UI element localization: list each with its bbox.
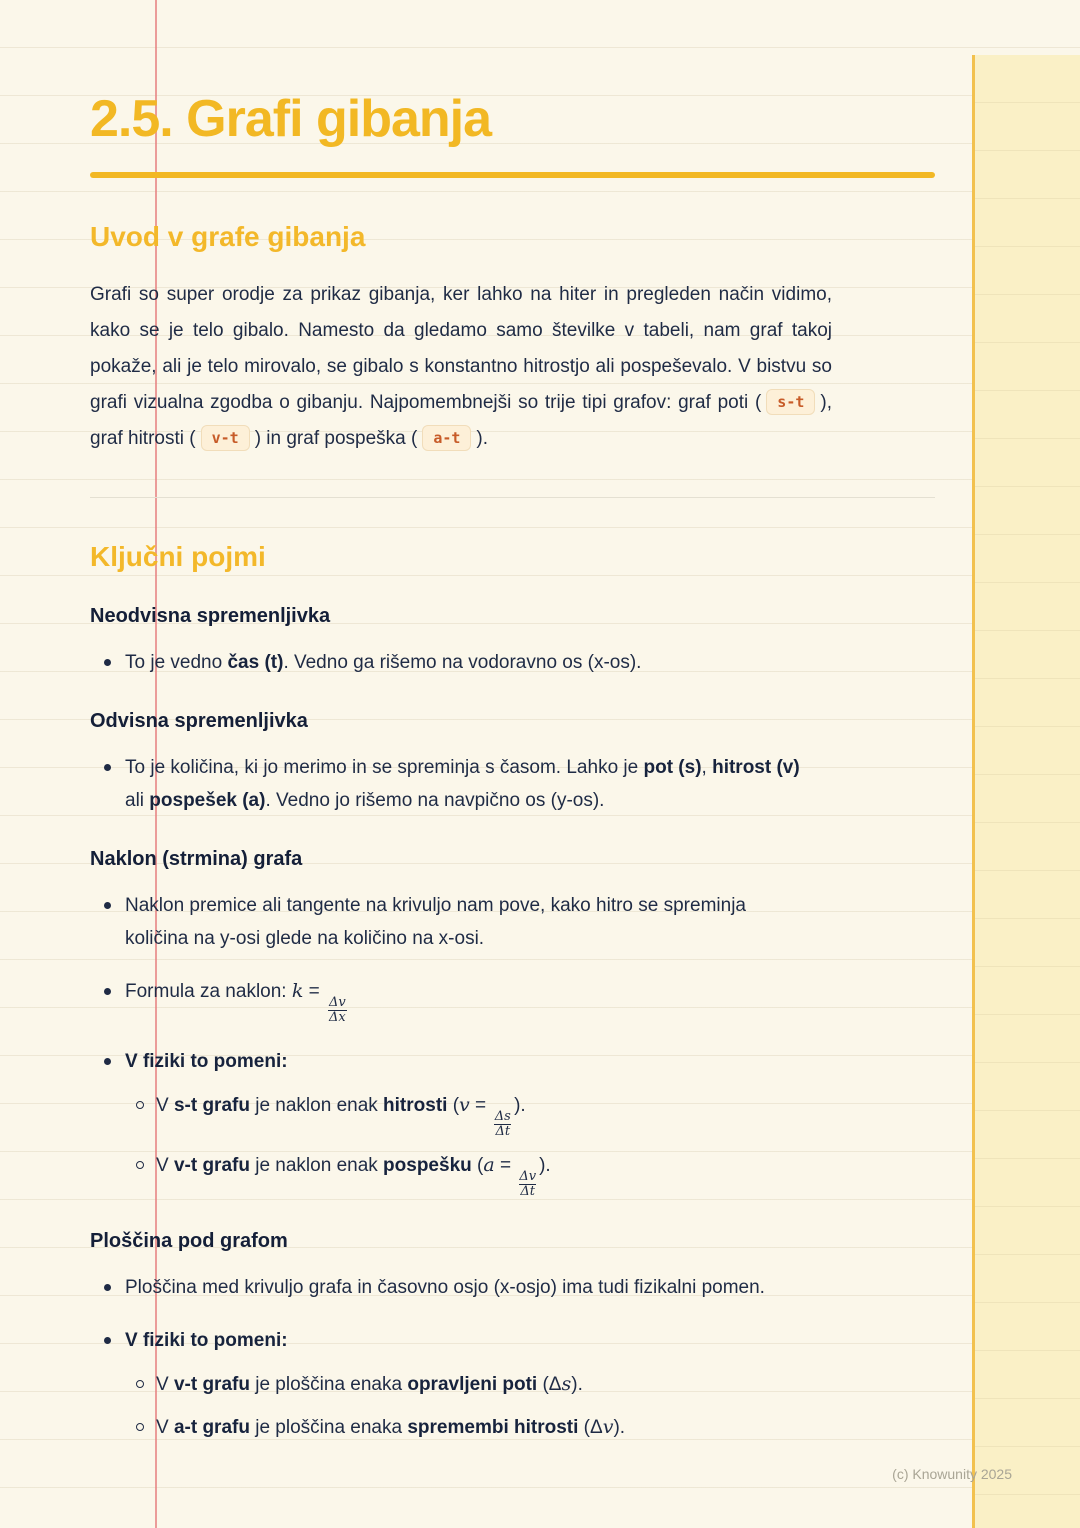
sub-list — [125, 1089, 810, 1199]
bold-text: V fiziki to pomeni: — [125, 1330, 288, 1351]
list-item — [125, 751, 810, 817]
list-item — [125, 1324, 810, 1444]
math-var: a — [483, 1154, 495, 1176]
bold-text: v-t grafu — [173, 1155, 250, 1176]
section-divider — [90, 497, 935, 498]
list-naklon — [90, 889, 810, 1199]
list-item — [125, 889, 810, 955]
sub-list — [125, 1368, 810, 1444]
page-title: 2.5. Grafi gibanja — [90, 90, 492, 148]
bold-text: s-t grafu — [173, 1095, 250, 1116]
bold-text: a-t grafu — [173, 1417, 250, 1438]
subheading-odvisna-spremenljivka: Odvisna spremenljivka — [90, 710, 308, 732]
list-item — [125, 975, 810, 1025]
sub-list-item-text: V v-t grafu je naklon enak pospešku (a = $\frac{\Delta v}{\Delta t}$ ). — [156, 1154, 551, 1199]
sub-list-item-text: V v-t grafu je ploščina enaka opravljeni poti (Δs). — [156, 1373, 583, 1395]
sub-list-item-text: V a-t grafu je ploščina enaka spremembi hitrosti (Δv). — [156, 1416, 626, 1438]
bold-text: V fiziki to pomeni: — [125, 1051, 288, 1072]
fraction-numerator: Δv — [519, 1169, 537, 1184]
fraction-denominator: Δx — [329, 1010, 346, 1025]
list-item-text: Ploščina med krivuljo grafa in časovno osjo (x-osjo) ima tudi fizikalni pomen. — [125, 1277, 765, 1298]
intro-paragraph: Grafi so super orodje za prikaz gibanja, ker lahko na hiter in pregleden način vidimo, kako se je telo gibalo. Namesto da gledamo samo številke v tabeli, nam graf takoj pokaže, ali je telo mirovalo, se gibalo s konstantno hitrostjo ali pospeševalo. V bistvu so grafi vizualna zgodba o gibanju. Najpomembnejši so trije tipi grafov: graf poti ( s-t ), graf hitrosti ( v-t ) in graf pospeška ( a-t ). — [90, 284, 832, 449]
bold-text: hitrosti — [383, 1095, 448, 1116]
code-chip: v-t — [201, 425, 250, 451]
list-item — [125, 646, 810, 679]
code-chip: s-t — [766, 389, 815, 415]
subheading-ploscina-pod-grafom: Ploščina pod grafom — [90, 1230, 288, 1252]
list-item-text: Naklon premice ali tangente na krivuljo nam pove, kako hitro se spreminja količina na y-osi glede na količino na x-osi. — [125, 895, 746, 949]
math-var: v — [602, 1416, 614, 1438]
fraction-denominator: Δt — [520, 1184, 536, 1199]
content — [90, 0, 935, 1464]
fraction-denominator: Δt — [495, 1124, 511, 1139]
bold-text: pospešek (a) — [149, 790, 266, 811]
sub-list-item-text: V s-t grafu je naklon enak hitrosti (v = $\frac{\Delta s}{\Delta t}$ ). — [156, 1094, 526, 1139]
sub-list-item — [156, 1149, 810, 1199]
fraction — [328, 996, 347, 1025]
right-margin-line — [972, 55, 975, 1528]
list-item — [125, 1045, 810, 1199]
section-heading-uvod: Uvod v grafe gibanja — [90, 221, 366, 252]
fraction-numerator: Δv — [329, 995, 346, 1010]
code-chip: a-t — [422, 425, 471, 451]
bold-text: spremembi hitrosti — [407, 1417, 579, 1438]
bold-text: pospešku — [383, 1155, 472, 1176]
bold-text: pot (s) — [643, 757, 702, 778]
section-heading-kljucni-pojmi: Ključni pojmi — [90, 541, 266, 572]
list-item-text: To je količina, ki jo merimo in se spreminja s časom. Lahko je pot (s), hitrost (v) ali pospešek (a). Vedno jo rišemo na navpično os (y-os). — [125, 757, 800, 811]
list-item-text — [125, 1051, 288, 1072]
list-ploscina — [90, 1271, 810, 1444]
list-odvisna — [90, 751, 810, 817]
fraction — [494, 1110, 511, 1139]
fraction-numerator: Δs — [494, 1109, 511, 1124]
fraction — [519, 1170, 536, 1199]
list-neodvisna — [90, 646, 810, 679]
math-var: v — [459, 1094, 470, 1116]
bold-text: hitrost (v) — [712, 757, 800, 778]
list-item-text: To je vedno čas (t). Vedno ga rišemo na vodoravno os (x-os). — [125, 652, 642, 673]
sub-list-item — [156, 1368, 810, 1401]
list-item-text: Formula za naklon: k = $\frac{\Delta v}{\Delta x}$ — [125, 980, 346, 1025]
sub-list-item — [156, 1411, 810, 1444]
subheading-neodvisna-spremenljivka: Neodvisna spremenljivka — [90, 605, 331, 627]
list-item-text — [125, 1330, 288, 1351]
title-rule — [90, 172, 935, 178]
math-var: k — [291, 980, 304, 1002]
list-item — [125, 1271, 810, 1304]
subheading-naklon-grafa: Naklon (strmina) grafa — [90, 848, 303, 870]
bold-text: v-t grafu — [173, 1374, 250, 1395]
footer-copyright: (c) Knowunity 2025 — [892, 1466, 1012, 1482]
bold-text: opravljeni poti — [407, 1374, 538, 1395]
bold-text: čas (t) — [227, 652, 284, 673]
math-var: s — [561, 1373, 572, 1395]
right-margin-strip — [975, 55, 1080, 1528]
sub-list-item — [156, 1089, 810, 1139]
